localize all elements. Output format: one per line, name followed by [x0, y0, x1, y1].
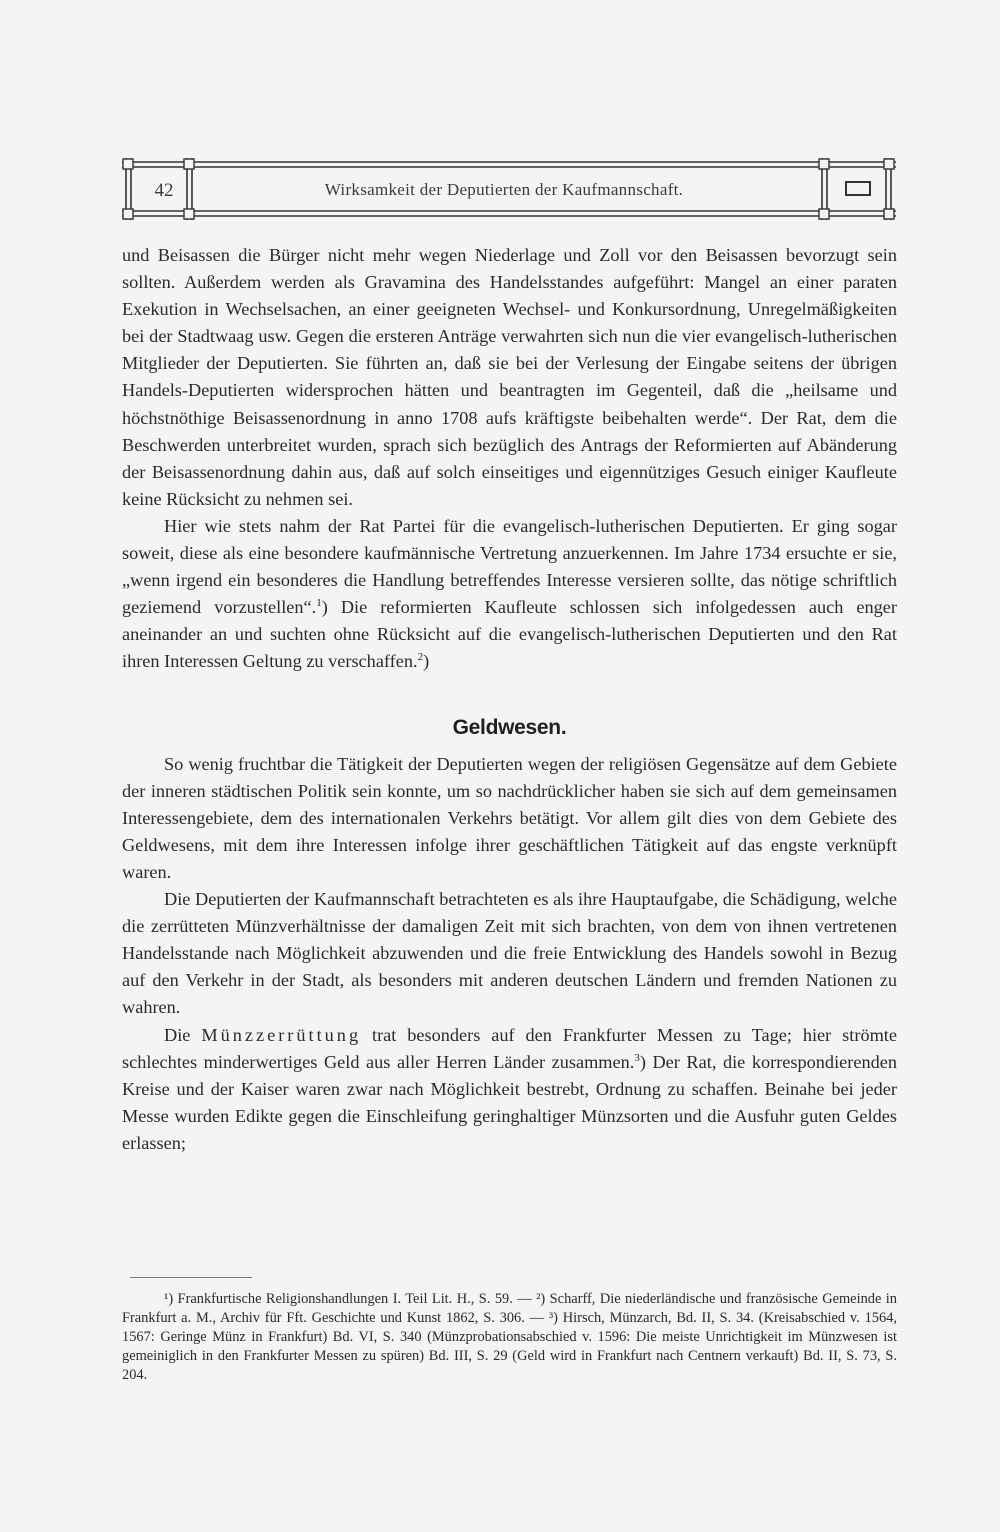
paragraph-1: und Beisassen die Bürger nicht mehr wegen Niederlage und Zoll vor den Beisassen bevorzugt sein sollten. Außerdem werden als Gravamina des Handelsstandes aufgeführt: Mangel an einer paraten Exekution in Wechselsachen, an einer geeigneten Wechsel- und Konkursordnung, Unregelmäßigkeiten bei der Stadtwaag usw. Gegen die ersteren Anträge verwahrten sich nun die vier evangelisch-lutherischen Mitglieder der Deputierten. Sie führten an, daß sie bei der Verlesung der Eingabe seitens der übrigen Handels-Deputierten widersprochen hätten und beantragten im Gegenteil, daß die „heilsame und höchstnöthige Beisassenordnung in anno 1708 aufs kräftigste beibehalten werde“. Der Rat, dem die Beschwerden unterbreitet wurden, sprach sich bezüglich des Antrags der Reformierten auf Abänderung der Beisassenordnung dahin aus, daß auf solch einseitiges und eigennütziges Gesuch einiger Kaufleute keine Rücksicht zu nehmen sei. [122, 245, 897, 509]
footnote-ref-2: 2 [417, 651, 424, 664]
paragraph-4: Die Deputierten der Kaufmannschaft betrachteten es als ihre Hauptaufgabe, die Schädigung, welche die zerrütteten Münzverhältnisse der damaligen Zeit mit sich brachten, von dem von ihnen vertretenen Handelsstande nach Möglichkeit abzuwenden und die freie Entwicklung des Handels sowohl in Bezug auf den Verkehr in der Stadt, als besonders mit anderen deutschen Ländern und fremden Nationen zu wahren. [122, 889, 897, 1018]
paragraph-5-spaced-term: Münzzerrüttung [201, 1024, 362, 1045]
page-number: 42 [154, 180, 174, 201]
running-title: Wirksamkeit der Deputierten der Kaufmannschaft. [324, 180, 684, 199]
footnote-ref-3: 3 [634, 1051, 640, 1064]
footnotes [122, 1290, 897, 1385]
footnote-text: ¹) Frankfurtische Religionshandlungen I. Teil Lit. H., S. 59. — ²) Scharff, Die niederländische und französische Gemeinde in Frankfurt a. M., Archiv für Fft. Geschichte und Kunst 1862, S. 306. — ³) Hirsch, Münzarch, Bd. II, S. 34. (Kreisabschied v. 1564, 1567: Geringe Münz in Frankfurt) Bd. VI, S. 340 (Münzprobationsabschied v. 1596: Die meiste Unrichtigkeit im Münzwesen ist gemeiniglich in den Frankfurter Messen zu spüren) Bd. III, S. 29 (Geld wird in Frankfurt nach Centnern verkauft) Bd. II, S. 73, S. 204. [122, 1291, 897, 1383]
paragraph-3: So wenig fruchtbar die Tätigkeit der Deputierten wegen der religiösen Gegensätze auf dem Gebiete der inneren städtischen Politik sein konnte, um so nachdrücklicher haben sie sich auf dem gemeinsamen Interessengebiete, dem des internationalen Verkehrs betätigt. Vor allem gilt dies von dem Gebiete des Geldwesens, mit dem ihre Interessen infolge ihrer geschäftlichen Tätigkeit auf das engste verknüpft waren. [122, 753, 897, 882]
footnote-ref-1: 1 [316, 597, 322, 610]
paragraph-2: Hier wie stets nahm der Rat Partei für die evangelisch-lutherischen Deputierten. Er ging sogar soweit, diese als eine besondere kaufmännische Vertretung anzuerkennen. Im Jahre 1734 ersuchte er sie, „wenn irgend ein besonderes die Handlung betreffendes Interesse versieren sollte, das nötige schriftlich geziemend vorzustellen“.$^1$) Die reformierten Kaufleute schlossen sich infolgedessen auch enger aneinander an und suchten ohne Rücksicht auf die evangelisch-lutherischen Deputierten und den Rat ihren Interessen Geltung zu verschaffen.$^2$) [122, 515, 897, 672]
paragraph-5-end: ) Der Rat, die korrespondierenden Kreise und der Kaiser waren zwar nach Möglichkeit bestrebt, Ordnung zu schaffen. Beinahe bei jeder Messe wurden Edikte gegen die Einschleifung geringhaltiger Münzsorten und die Ausfuhr guten Geldes erlassen; [122, 1051, 898, 1153]
header-ornament-box-icon [846, 182, 870, 195]
page-header [122, 158, 896, 220]
paragraph-2-continued: Die reformierten Kaufleute schlossen sich infolgedessen auch enger aneinander an und suchten ohne Rücksicht auf die evangelisch-lutherischen Deputierten und den Rat ihren Interessen Geltung zu verschaffen. [122, 597, 897, 672]
paragraph-5-start: Die [164, 1024, 202, 1045]
paragraph-5-middle: trat besonders auf den Frankfurter Messen zu Tage; hier strömte schlechtes minderwertiges Geld aus aller Herren Länder zusammen. [122, 1024, 898, 1072]
footnote-divider [130, 1277, 252, 1278]
body-text [122, 242, 897, 1157]
paragraph-2-end: ) [423, 651, 430, 672]
paragraph-2-text: Hier wie stets nahm der Rat Partei für die evangelisch-lutherischen Deputierten. Er ging sogar soweit, diese als eine besondere kaufmännische Vertretung anzuerkennen. Im Jahre 1734 ersuchte er sie, „wenn irgend ein besonderes die Handlung betreffendes Interesse versieren sollte, das nötige schriftlich geziemend vorzustellen“. [122, 515, 897, 618]
section-heading: Geldwesen. [452, 715, 567, 739]
paragraph-5 [122, 1022, 897, 1157]
